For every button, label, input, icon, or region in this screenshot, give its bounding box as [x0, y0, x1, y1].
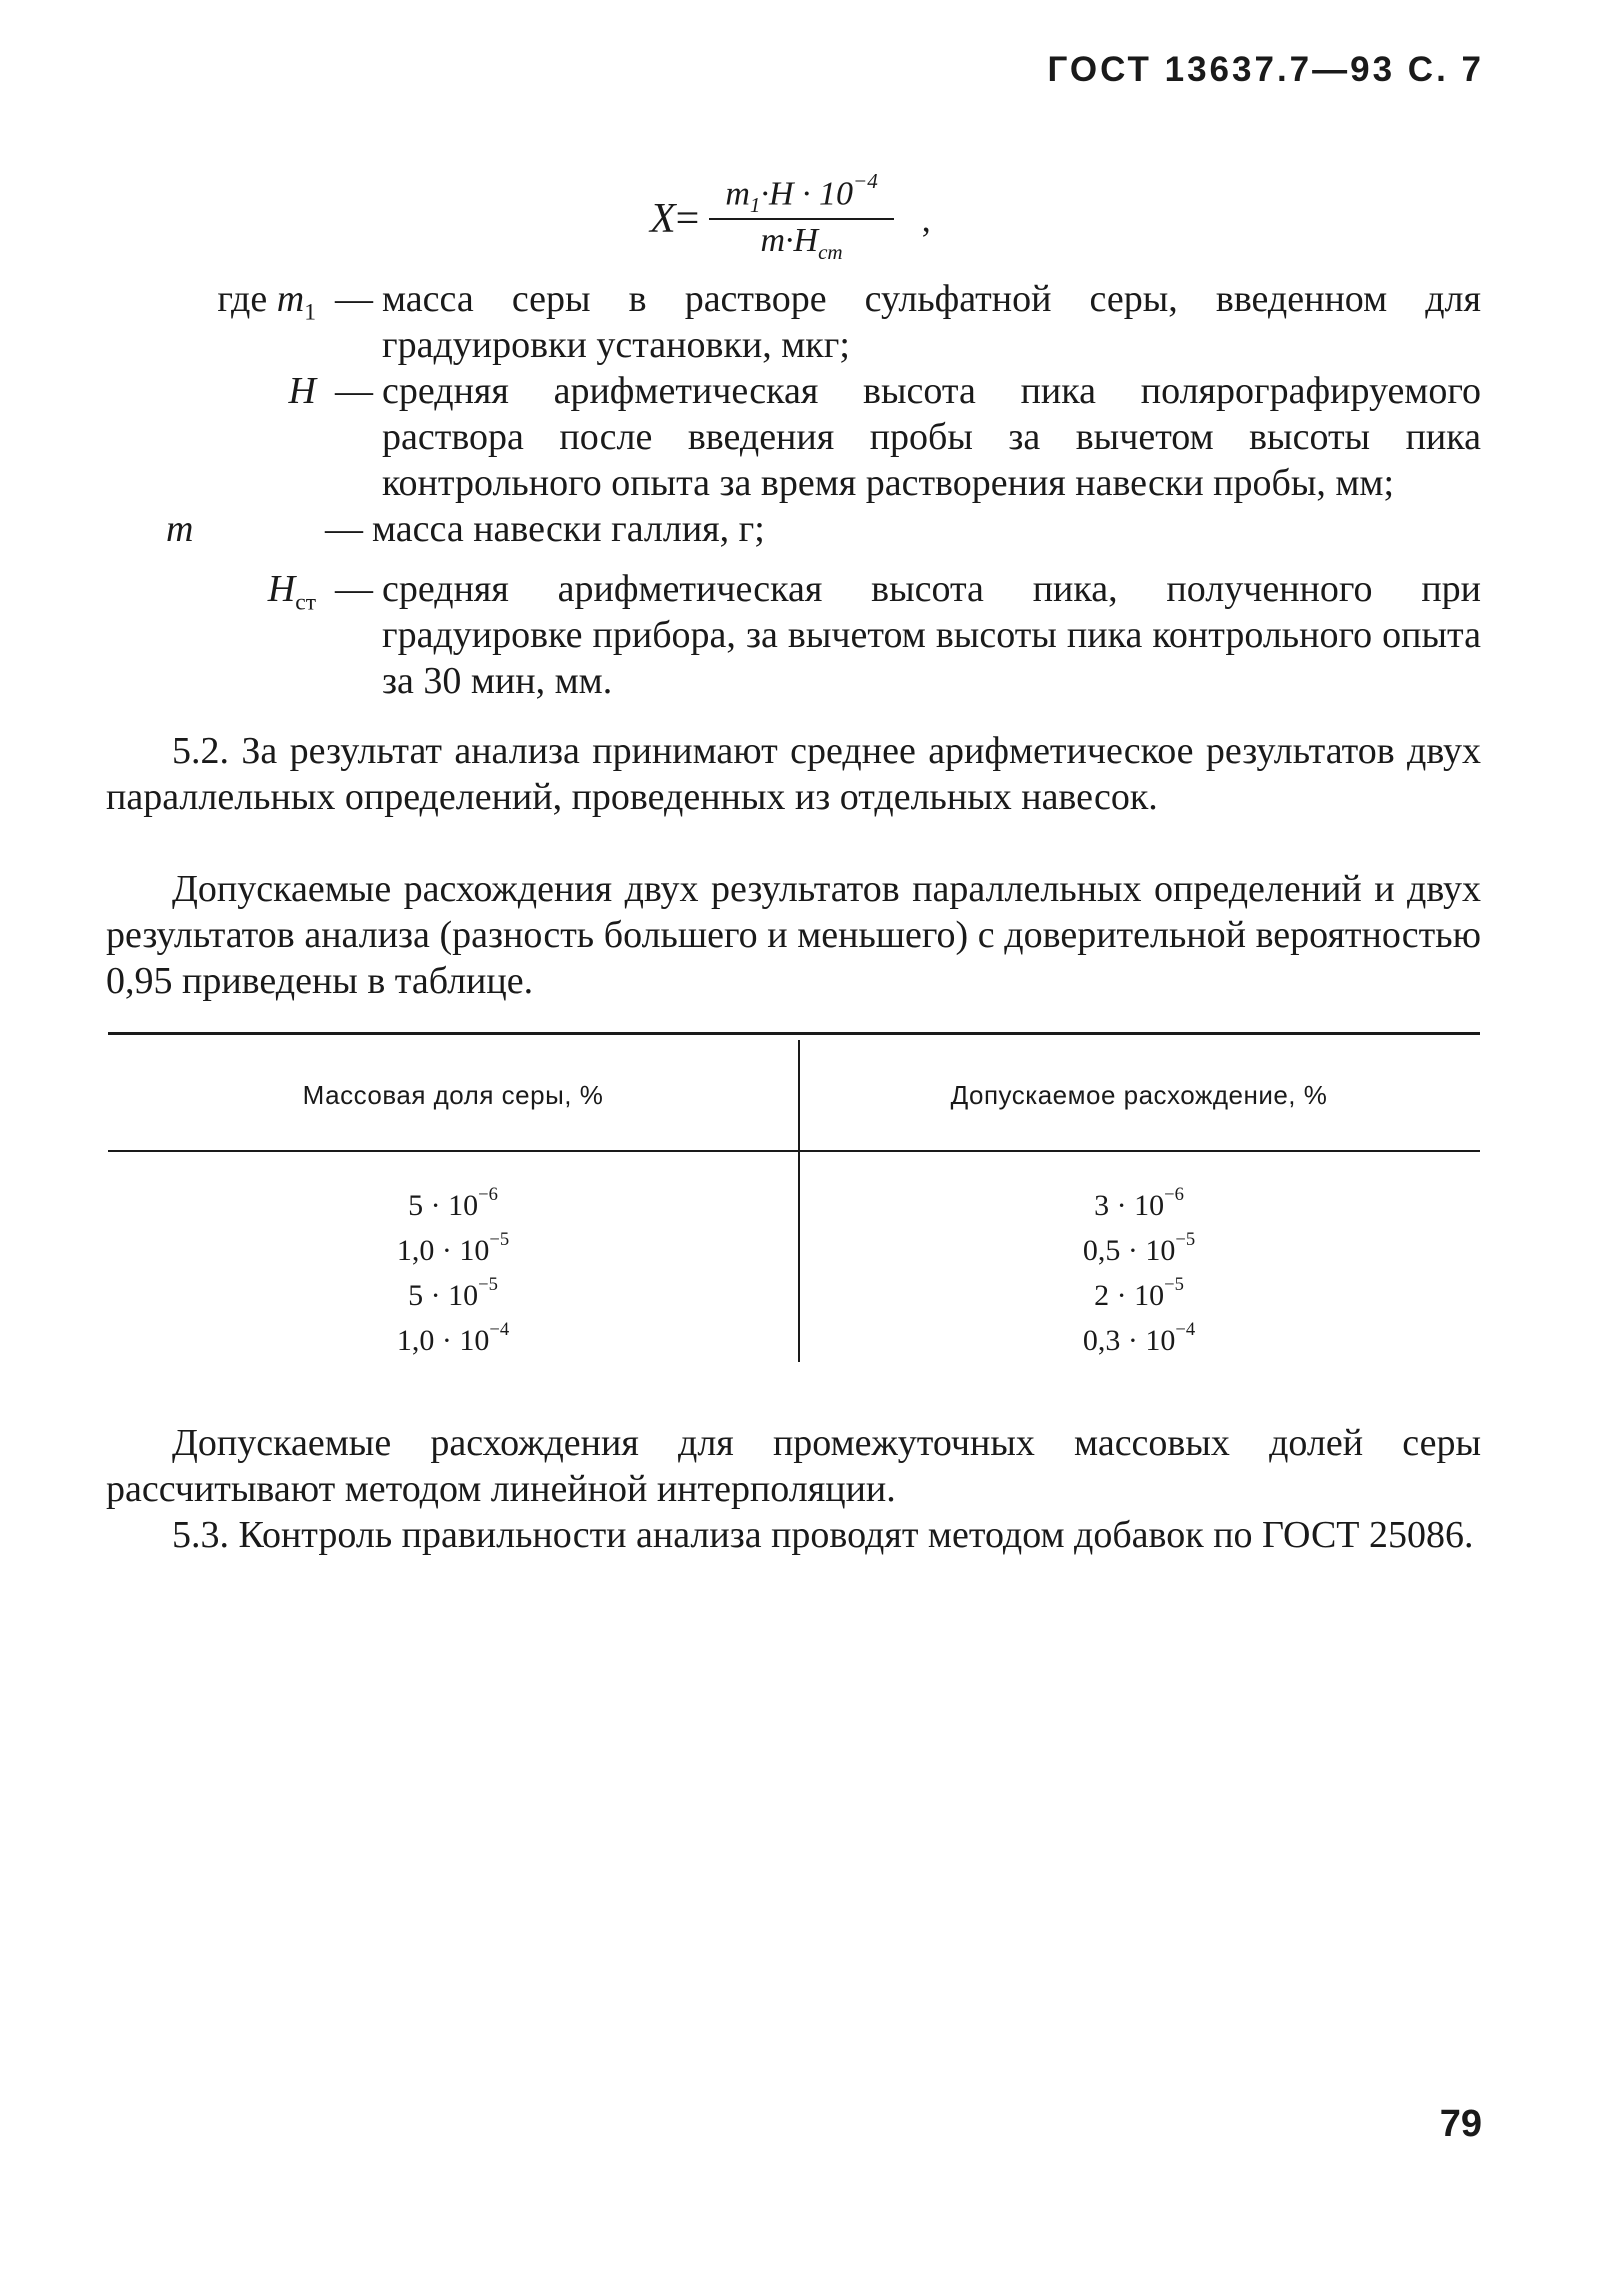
paragraph-allowed-deviation: Допускаемые расхождения двух результатов параллельных определений и двух результатов анализа (разность большего и меньшего) с доверительной вероятностью 0,95 приведены в таблице. — [106, 868, 1481, 1002]
formula-fraction — [709, 168, 893, 266]
definition-m1: где $m_1$ — масса серы в растворе сульфатной серы, введенном для градуировки установки, мкг; — [217, 278, 1481, 366]
paragraph-5-3: 5.3. Контроль правильности анализа проводят методом добавок по ГОСТ 25086. — [172, 1514, 1474, 1556]
running-header: ГОСТ 13637.7—93 С. 7 — [1047, 50, 1484, 89]
table-cell: $5 \cdot 10^{-5}$ — [408, 1274, 498, 1312]
definition-text: масса навески галлия, г; — [372, 508, 765, 550]
table-cell: $2 \cdot 10^{-5}$ — [1094, 1274, 1184, 1312]
table-cell: $0,5 \cdot 10^{-5}$ — [1082, 1229, 1196, 1267]
variable-definitions — [106, 276, 1481, 704]
formula-comma: , — [921, 198, 931, 239]
table-top-rule — [108, 1032, 1480, 1035]
table-header-deviation: Допускаемое расхождение, % — [950, 1080, 1328, 1110]
formula-x — [650, 168, 931, 266]
table-cell: $3 \cdot 10^{-6}$ — [1094, 1184, 1184, 1222]
formula-lhs: X — [650, 195, 676, 242]
paragraph-interpolation: Допускаемые расхождения для промежуточных массовых долей серы рассчитывают методом линейной интерполяции. — [106, 1422, 1481, 1510]
page-number: 79 — [1439, 2103, 1482, 2145]
table-column-deviation — [798, 1180, 1480, 1360]
definition-hst: $H_{ст}$ — средняя арифметическая высота пика, полученного при градуировке прибора, за вычетом высоты пика контрольного опыта за 30 мин, мм. — [267, 567, 1481, 702]
definition-m: m — масса навески галлия, г; — [106, 506, 1481, 566]
formula-denominator: $m\cdot H_{ст}$ — [760, 222, 843, 265]
definition-text: средняя арифметическая высота пика, полученного при градуировке прибора, за вычетом высоты пика контрольного опыта за 30 мин, мм. — [382, 567, 1481, 702]
definition-text: масса серы в растворе сульфатной серы, введенном для градуировки установки, мкг; — [382, 278, 1481, 366]
table-header-mass: Массовая доля серы, % — [302, 1080, 604, 1110]
table-column-mass — [108, 1180, 798, 1360]
paragraph-5-2: 5.2. За результат анализа принимают среднее арифметическое результатов двух параллельных определений, проведенных из отдельных навесок. — [106, 730, 1481, 818]
deviation-table — [108, 1032, 1480, 1370]
table-cell: $1,0 \cdot 10^{-5}$ — [396, 1229, 510, 1267]
formula-numerator: $m_1\cdot H \cdot 10^{-4}$ — [725, 168, 878, 218]
table-cell: $1,0 \cdot 10^{-4}$ — [396, 1319, 510, 1357]
formula-equals: = — [675, 195, 700, 242]
definition-text: средняя арифметическая высота пика полярографируемого раствора после введения пробы за вычетом высоты пика контрольного опыта за время растворения навески пробы, мм; — [382, 370, 1481, 504]
table-cell: $0,3 \cdot 10^{-4}$ — [1082, 1319, 1196, 1357]
table-header-rule — [108, 1150, 1480, 1152]
definition-h: H — средняя арифметическая высота пика полярографируемого раствора после введения пробы за вычетом высоты пика контрольного опыта за время растворения навески пробы, мм; — [288, 370, 1481, 504]
table-cell: $5 \cdot 10^{-6}$ — [408, 1184, 498, 1222]
